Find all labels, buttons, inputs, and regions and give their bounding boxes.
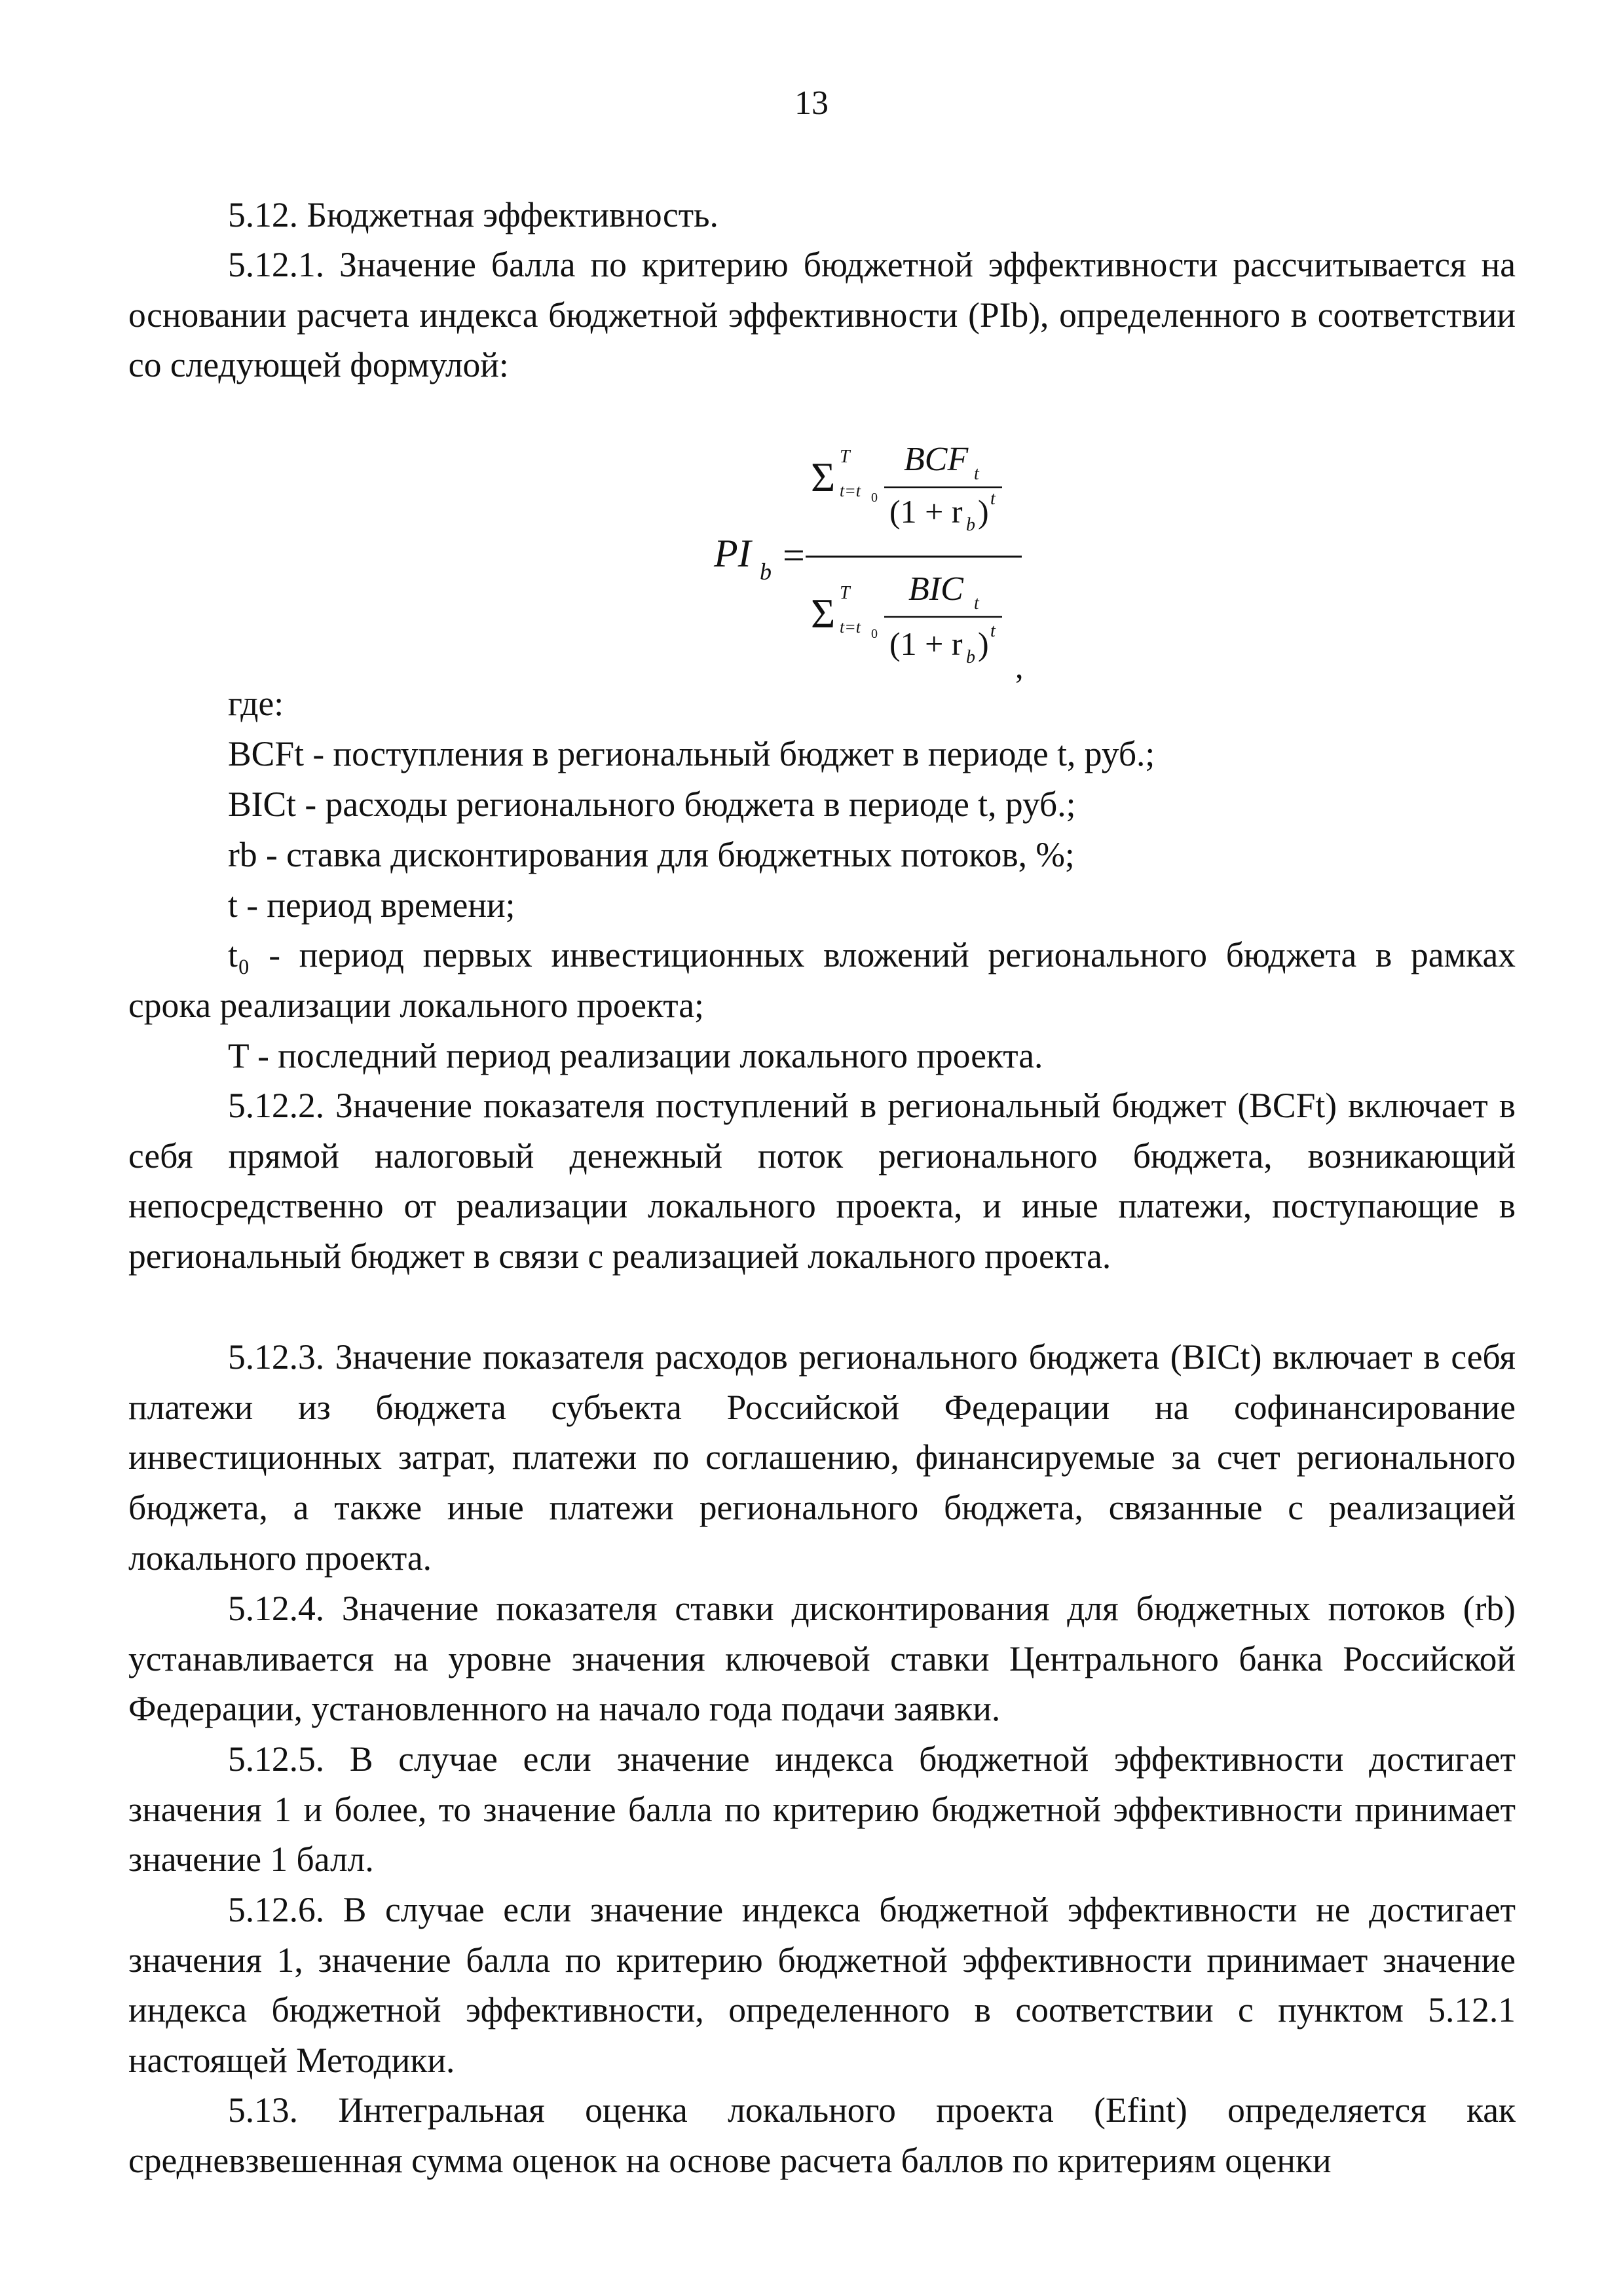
definition-bcft: BCFt - поступления в региональный бюджет в периоде t, руб.; <box>228 734 1155 773</box>
den-sum-sign: Σ <box>811 590 836 637</box>
num-numerator: BCF <box>904 441 969 478</box>
num-sum-lower: t=t <box>840 481 861 500</box>
num-numerator-sub: t <box>974 464 979 484</box>
paragraph-5-12-1: 5.12.1. Значение балла по критерию бюджетной эффективности рассчитывается на основании расчета индекса бюджетной эффективности (PIb), определенного в соответствии со следующей формулой: <box>128 245 1516 385</box>
definition-rb: rb - ставка дисконтирования для бюджетных потоков, %; <box>228 835 1075 874</box>
budget-efficiency-formula <box>655 419 1113 694</box>
num-discount: (1 + r <box>889 493 963 530</box>
den-discount-exp: t <box>990 621 996 641</box>
paragraph-5-12-6: 5.12.6. В случае если значение индекса бюджетной эффективности не достигает значения 1, значение балла по критерию бюджетной эффективности принимает значение индекса бюджетной эффективности, определенного в соответствии с пунктом 5.12.1 настоящей Методики. <box>128 1890 1516 2081</box>
den-sum-lower: t=t <box>840 618 861 637</box>
paragraph-5-12-4: 5.12.4. Значение показателя ставки дисконтирования для бюджетных потоков (rb) устанавливается на уровне значения ключевой ставки Центрального банка Российской Федерации, установленного на начало года подачи заявки. <box>128 1589 1516 1729</box>
formula-lhs-sub: b <box>760 559 772 585</box>
definition-bict: BICt - расходы регионального бюджета в периоде t, руб.; <box>228 785 1076 824</box>
num-discount-exp: t <box>990 489 996 509</box>
num-sum-upper: T <box>840 447 850 467</box>
den-numerator: BIC <box>908 570 963 608</box>
num-discount-close: ) <box>978 493 989 530</box>
formula-lhs: PI <box>714 532 751 575</box>
den-sum-upper: T <box>840 583 850 603</box>
num-sum-lower-sub: 0 <box>871 491 878 505</box>
section-heading: 5.12. Бюджетная эффективность. <box>228 195 718 234</box>
formula-equals: = <box>783 534 805 577</box>
den-discount-sub: b <box>966 647 975 667</box>
definition-t: t - период времени; <box>228 885 515 925</box>
page-number: 13 <box>794 84 829 122</box>
where-label: где: <box>228 684 284 723</box>
den-discount: (1 + r <box>889 625 963 662</box>
paragraph-5-12-5: 5.12.5. В случае если значение индекса бюджетной эффективности достигает значения 1 и более, то значение балла по критерию бюджетной эффективности принимает значение 1 балл. <box>128 1739 1516 1879</box>
den-numerator-sub: t <box>974 593 979 614</box>
paragraph-5-12-2: 5.12.2. Значение показателя поступлений в региональный бюджет (BCFt) включает в себя прямой налоговый денежный поток регионального бюджета, возникающий непосредственно от реализации локального проекта, и иные платежи, поступающие в региональный бюджет в связи с реализацией локального проекта. <box>128 1086 1516 1276</box>
paragraph-5-12-3: 5.12.3. Значение показателя расходов регионального бюджета (BICt) включает в себя платежи из бюджета субъекта Российской Федерации на софинансирование инвестиционных затрат, платежи по соглашению, финансируемые за счет регионального бюджета, а также иные платежи регионального бюджета, связанные с реализацией локального проекта. <box>128 1337 1516 1578</box>
num-discount-sub: b <box>966 515 975 535</box>
den-discount-close: ) <box>978 625 989 662</box>
den-sum-lower-sub: 0 <box>871 627 878 641</box>
definition-t0: t₀ - период первых инвестиционных вложений регионального бюджета в рамках срока реализации локального проекта; <box>128 935 1516 1025</box>
paragraph-5-13: 5.13. Интегральная оценка локального проекта (Efint) определяется как средневзвешенная сумма оценок на основе расчета баллов по критериям оценки <box>128 2090 1516 2180</box>
num-sum-sign: Σ <box>811 454 836 500</box>
formula-trailing-comma: , <box>1015 648 1024 685</box>
definition-T: T - последний период реализации локального проекта. <box>228 1036 1043 1075</box>
